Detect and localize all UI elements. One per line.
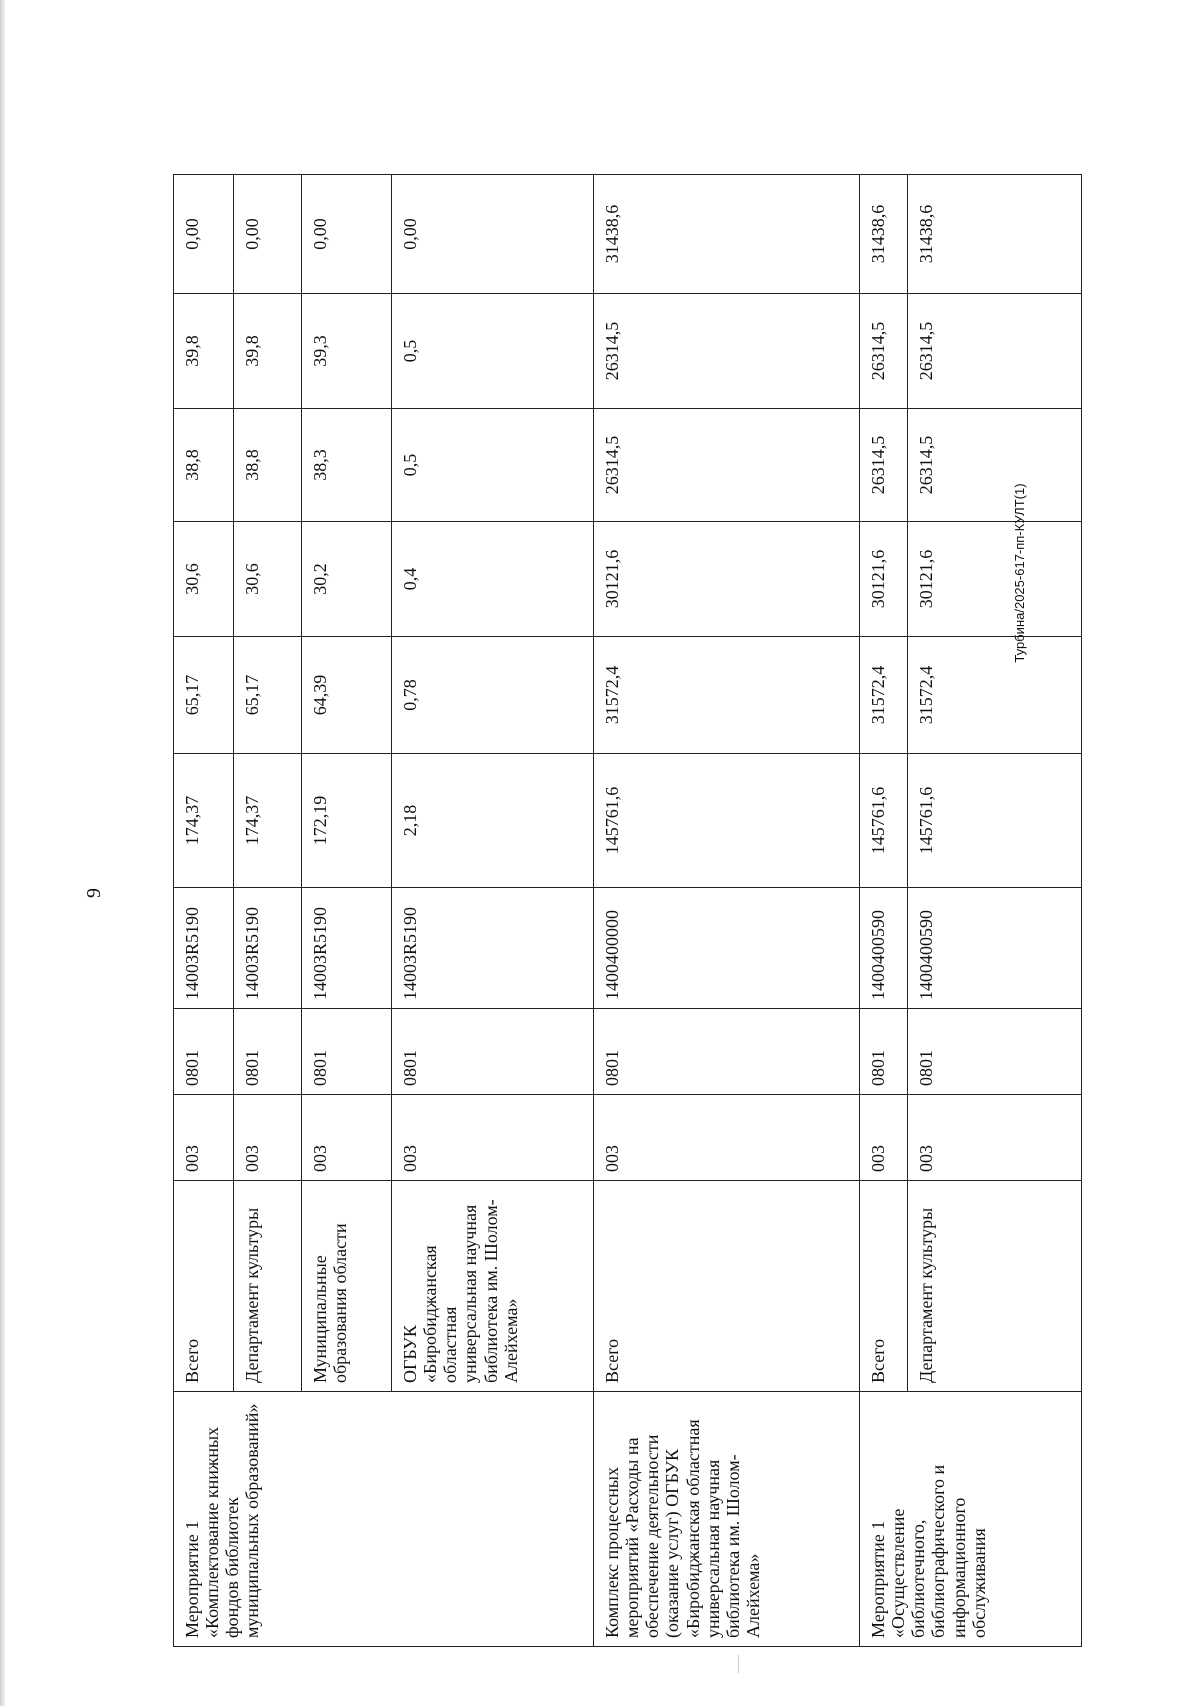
grbs-cell: 003: [594, 1095, 860, 1181]
budget-table: [173, 174, 1082, 1647]
value-cell: 30121,6: [594, 522, 860, 637]
table-row: [174, 175, 234, 1647]
value-cell: 31572,4: [860, 637, 908, 754]
value-cell: 31572,4: [908, 637, 1082, 754]
scan-mark: [738, 1655, 747, 1673]
value-cell: 39,3: [302, 294, 392, 409]
executor-cell: ОГБУК «Биробиджанская областная универсальная научная библиотека им. Шолом-Алейхема»: [392, 1181, 594, 1392]
event-cell: Комплекс процессных мероприятий «Расходы на обеспечение деятельности (оказание услуг) ОГБУК «Биробиджанская областная универсальная научная библиотека им. Шолом-Алейхема»: [594, 1392, 860, 1647]
csr-cell: 14003R5190: [392, 888, 594, 1009]
executor-cell: Всего: [174, 1181, 234, 1392]
event-cell: Мероприятие 1 «Комплектование книжных фондов библиотек муниципальных образований»: [174, 1392, 594, 1647]
rzpr-cell: 0801: [302, 1009, 392, 1095]
value-cell: 26314,5: [594, 294, 860, 409]
executor-cell: Департамент культуры: [234, 1181, 302, 1392]
value-cell: 145761,6: [908, 754, 1082, 888]
value-cell: 64,39: [302, 637, 392, 754]
grbs-cell: 003: [174, 1095, 234, 1181]
value-cell: 39,8: [234, 294, 302, 409]
grbs-cell: 003: [392, 1095, 594, 1181]
value-cell: 31438,6: [594, 175, 860, 294]
value-cell: 2,18: [392, 754, 594, 888]
value-cell: 26314,5: [860, 409, 908, 522]
value-cell: 31572,4: [594, 637, 860, 754]
value-cell: 26314,5: [908, 294, 1082, 409]
value-cell: 0,00: [234, 175, 302, 294]
value-cell: 31438,6: [860, 175, 908, 294]
value-cell: 0,5: [392, 294, 594, 409]
rzpr-cell: 0801: [594, 1009, 860, 1095]
executor-cell: Всего: [860, 1181, 908, 1392]
csr-cell: 1400400590: [860, 888, 908, 1009]
value-cell: 65,17: [234, 637, 302, 754]
grbs-cell: 003: [860, 1095, 908, 1181]
value-cell: 30,6: [174, 522, 234, 637]
value-cell: 174,37: [234, 754, 302, 888]
scan-edge-shadow: [0, 0, 5, 1706]
table-row: [594, 175, 860, 1647]
executor-cell: Всего: [594, 1181, 860, 1392]
csr-cell: 14003R5190: [302, 888, 392, 1009]
value-cell: 0,78: [392, 637, 594, 754]
value-cell: 30,2: [302, 522, 392, 637]
value-cell: 172,19: [302, 754, 392, 888]
value-cell: 38,3: [302, 409, 392, 522]
csr-cell: 14003R5190: [234, 888, 302, 1009]
rzpr-cell: 0801: [860, 1009, 908, 1095]
document-id: Турбина/2025-617-пп-КУЛТ(1): [1012, 483, 1027, 663]
csr-cell: 14003R5190: [174, 888, 234, 1009]
value-cell: 0,5: [392, 409, 594, 522]
rotated-table-wrapper: [173, 175, 1081, 1647]
rzpr-cell: 0801: [392, 1009, 594, 1095]
rzpr-cell: 0801: [234, 1009, 302, 1095]
value-cell: 39,8: [174, 294, 234, 409]
value-cell: 26314,5: [860, 294, 908, 409]
value-cell: 26314,5: [594, 409, 860, 522]
value-cell: 30,6: [234, 522, 302, 637]
grbs-cell: 003: [302, 1095, 392, 1181]
value-cell: 0,00: [302, 175, 392, 294]
value-cell: 30121,6: [908, 522, 1082, 637]
grbs-cell: 003: [908, 1095, 1082, 1181]
page-number: 9: [83, 888, 105, 898]
value-cell: 0,00: [174, 175, 234, 294]
value-cell: 38,8: [174, 409, 234, 522]
value-cell: 26314,5: [908, 409, 1082, 522]
csr-cell: 1400400000: [594, 888, 860, 1009]
event-cell: Мероприятие 1 «Осуществление библиотечного, библиографического и информационного обслуживания: [860, 1392, 1082, 1647]
csr-cell: 1400400590: [908, 888, 1082, 1009]
rzpr-cell: 0801: [174, 1009, 234, 1095]
executor-cell: Департамент культуры: [908, 1181, 1082, 1392]
value-cell: 0,4: [392, 522, 594, 637]
value-cell: 38,8: [234, 409, 302, 522]
grbs-cell: 003: [234, 1095, 302, 1181]
value-cell: 0,00: [392, 175, 594, 294]
value-cell: 174,37: [174, 754, 234, 888]
rzpr-cell: 0801: [908, 1009, 1082, 1095]
value-cell: 145761,6: [860, 754, 908, 888]
value-cell: 145761,6: [594, 754, 860, 888]
value-cell: 65,17: [174, 637, 234, 754]
executor-cell: Муниципальные образования области: [302, 1181, 392, 1392]
value-cell: 30121,6: [860, 522, 908, 637]
value-cell: 31438,6: [908, 175, 1082, 294]
table-row: [860, 175, 908, 1647]
